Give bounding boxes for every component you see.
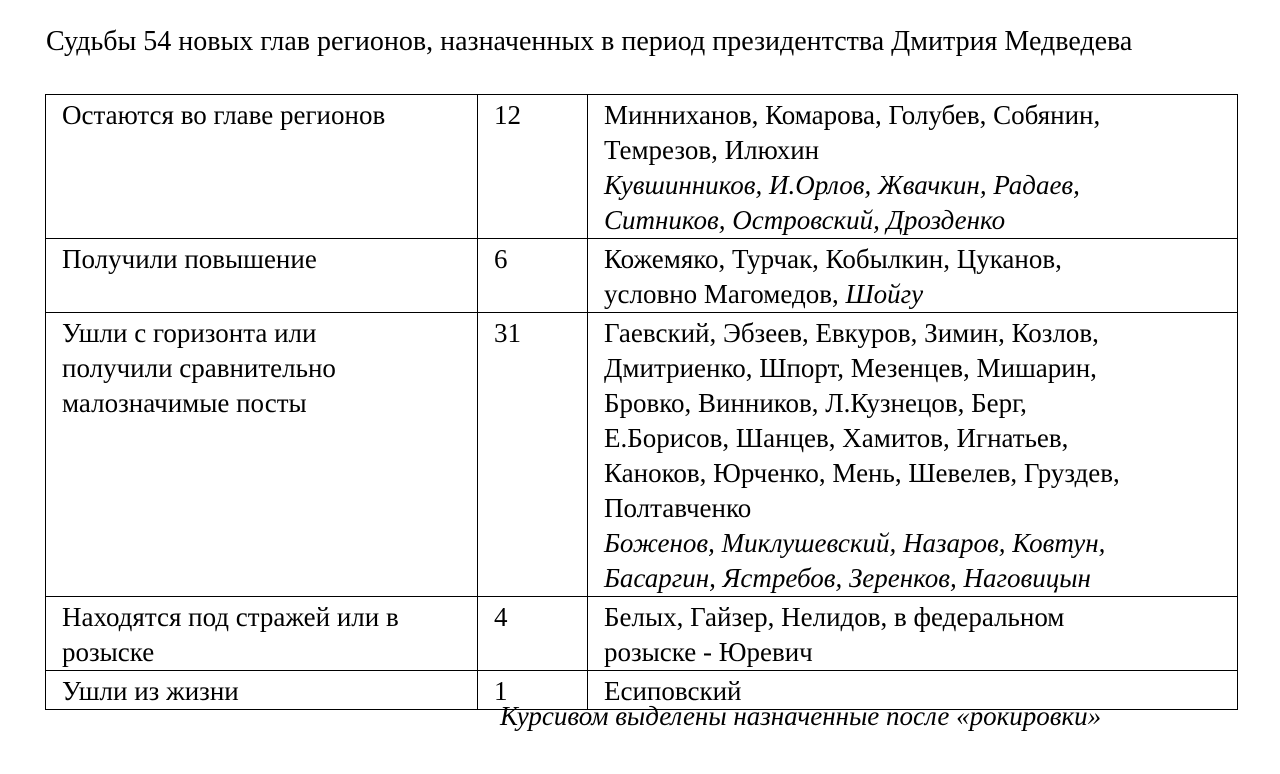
category-text: Получили повышение [62, 244, 317, 274]
table-row [46, 313, 1238, 597]
page-title: Судьбы 54 новых глав регионов, назначенных в период президентства Дмитрия Медведева [46, 26, 1133, 57]
names-line: розыске - Юревич [604, 637, 813, 667]
category-cell [46, 671, 478, 710]
names-cell [588, 95, 1238, 239]
names-text: условно Магомедов, [604, 279, 846, 309]
names-line-italic: Басаргин, Ястребов, Зеренков, Наговицын [604, 563, 1091, 593]
category-text: розыске [62, 637, 155, 667]
count-cell [478, 239, 588, 313]
count-value: 1 [494, 676, 508, 706]
names-line: Дмитриенко, Шпорт, Мезенцев, Мишарин, [604, 353, 1097, 383]
category-cell [46, 239, 478, 313]
names-cell [588, 597, 1238, 671]
names-cell [588, 239, 1238, 313]
names-line [604, 277, 1223, 312]
count-cell [478, 597, 588, 671]
italic-footnote: Курсивом выделены назначенные после «рокировки» [500, 701, 1102, 731]
category-cell [46, 597, 478, 671]
category-text: получили сравнительно [62, 353, 336, 383]
count-cell [478, 95, 588, 239]
fates-table [45, 94, 1238, 710]
category-cell [46, 95, 478, 239]
category-text: Остаются во главе регионов [62, 100, 386, 130]
names-cell [588, 313, 1238, 597]
names-line-italic: Боженов, Миклушевский, Назаров, Ковтун, [604, 528, 1106, 558]
names-line: Кожемяко, Турчак, Кобылкин, Цуканов, [604, 244, 1062, 274]
category-text: Ушли с горизонта или [62, 318, 317, 348]
names-text-italic: Шойгу [845, 279, 924, 309]
names-line: Полтавченко [604, 493, 752, 523]
count-value: 12 [494, 100, 521, 130]
category-text: Ушли из жизни [62, 676, 239, 706]
names-line: Белых, Гайзер, Нелидов, в федеральном [604, 602, 1065, 632]
category-text: Находятся под стражей или в [62, 602, 399, 632]
table-row [46, 597, 1238, 671]
names-line-italic: Кувшинников, И.Орлов, Жвачкин, Радаев, [604, 170, 1080, 200]
count-value: 4 [494, 602, 508, 632]
names-line: Минниханов, Комарова, Голубев, Собянин, [604, 100, 1101, 130]
names-line: Каноков, Юрченко, Мень, Шевелев, Груздев, [604, 458, 1120, 488]
table-row [46, 95, 1238, 239]
category-text: малозначимые посты [62, 388, 307, 418]
names-line-italic: Ситников, Островский, Дрозденко [604, 205, 1006, 235]
names-line: Е.Борисов, Шанцев, Хамитов, Игнатьев, [604, 423, 1069, 453]
names-line: Темрезов, Илюхин [604, 135, 820, 165]
table-row [46, 239, 1238, 313]
count-cell [478, 313, 588, 597]
names-line: Бровко, Винников, Л.Кузнецов, Берг, [604, 388, 1027, 418]
names-line: Есиповский [604, 676, 742, 706]
count-value: 6 [494, 244, 508, 274]
names-line: Гаевский, Эбзеев, Евкуров, Зимин, Козлов, [604, 318, 1099, 348]
category-cell [46, 313, 478, 597]
count-value: 31 [494, 318, 521, 348]
